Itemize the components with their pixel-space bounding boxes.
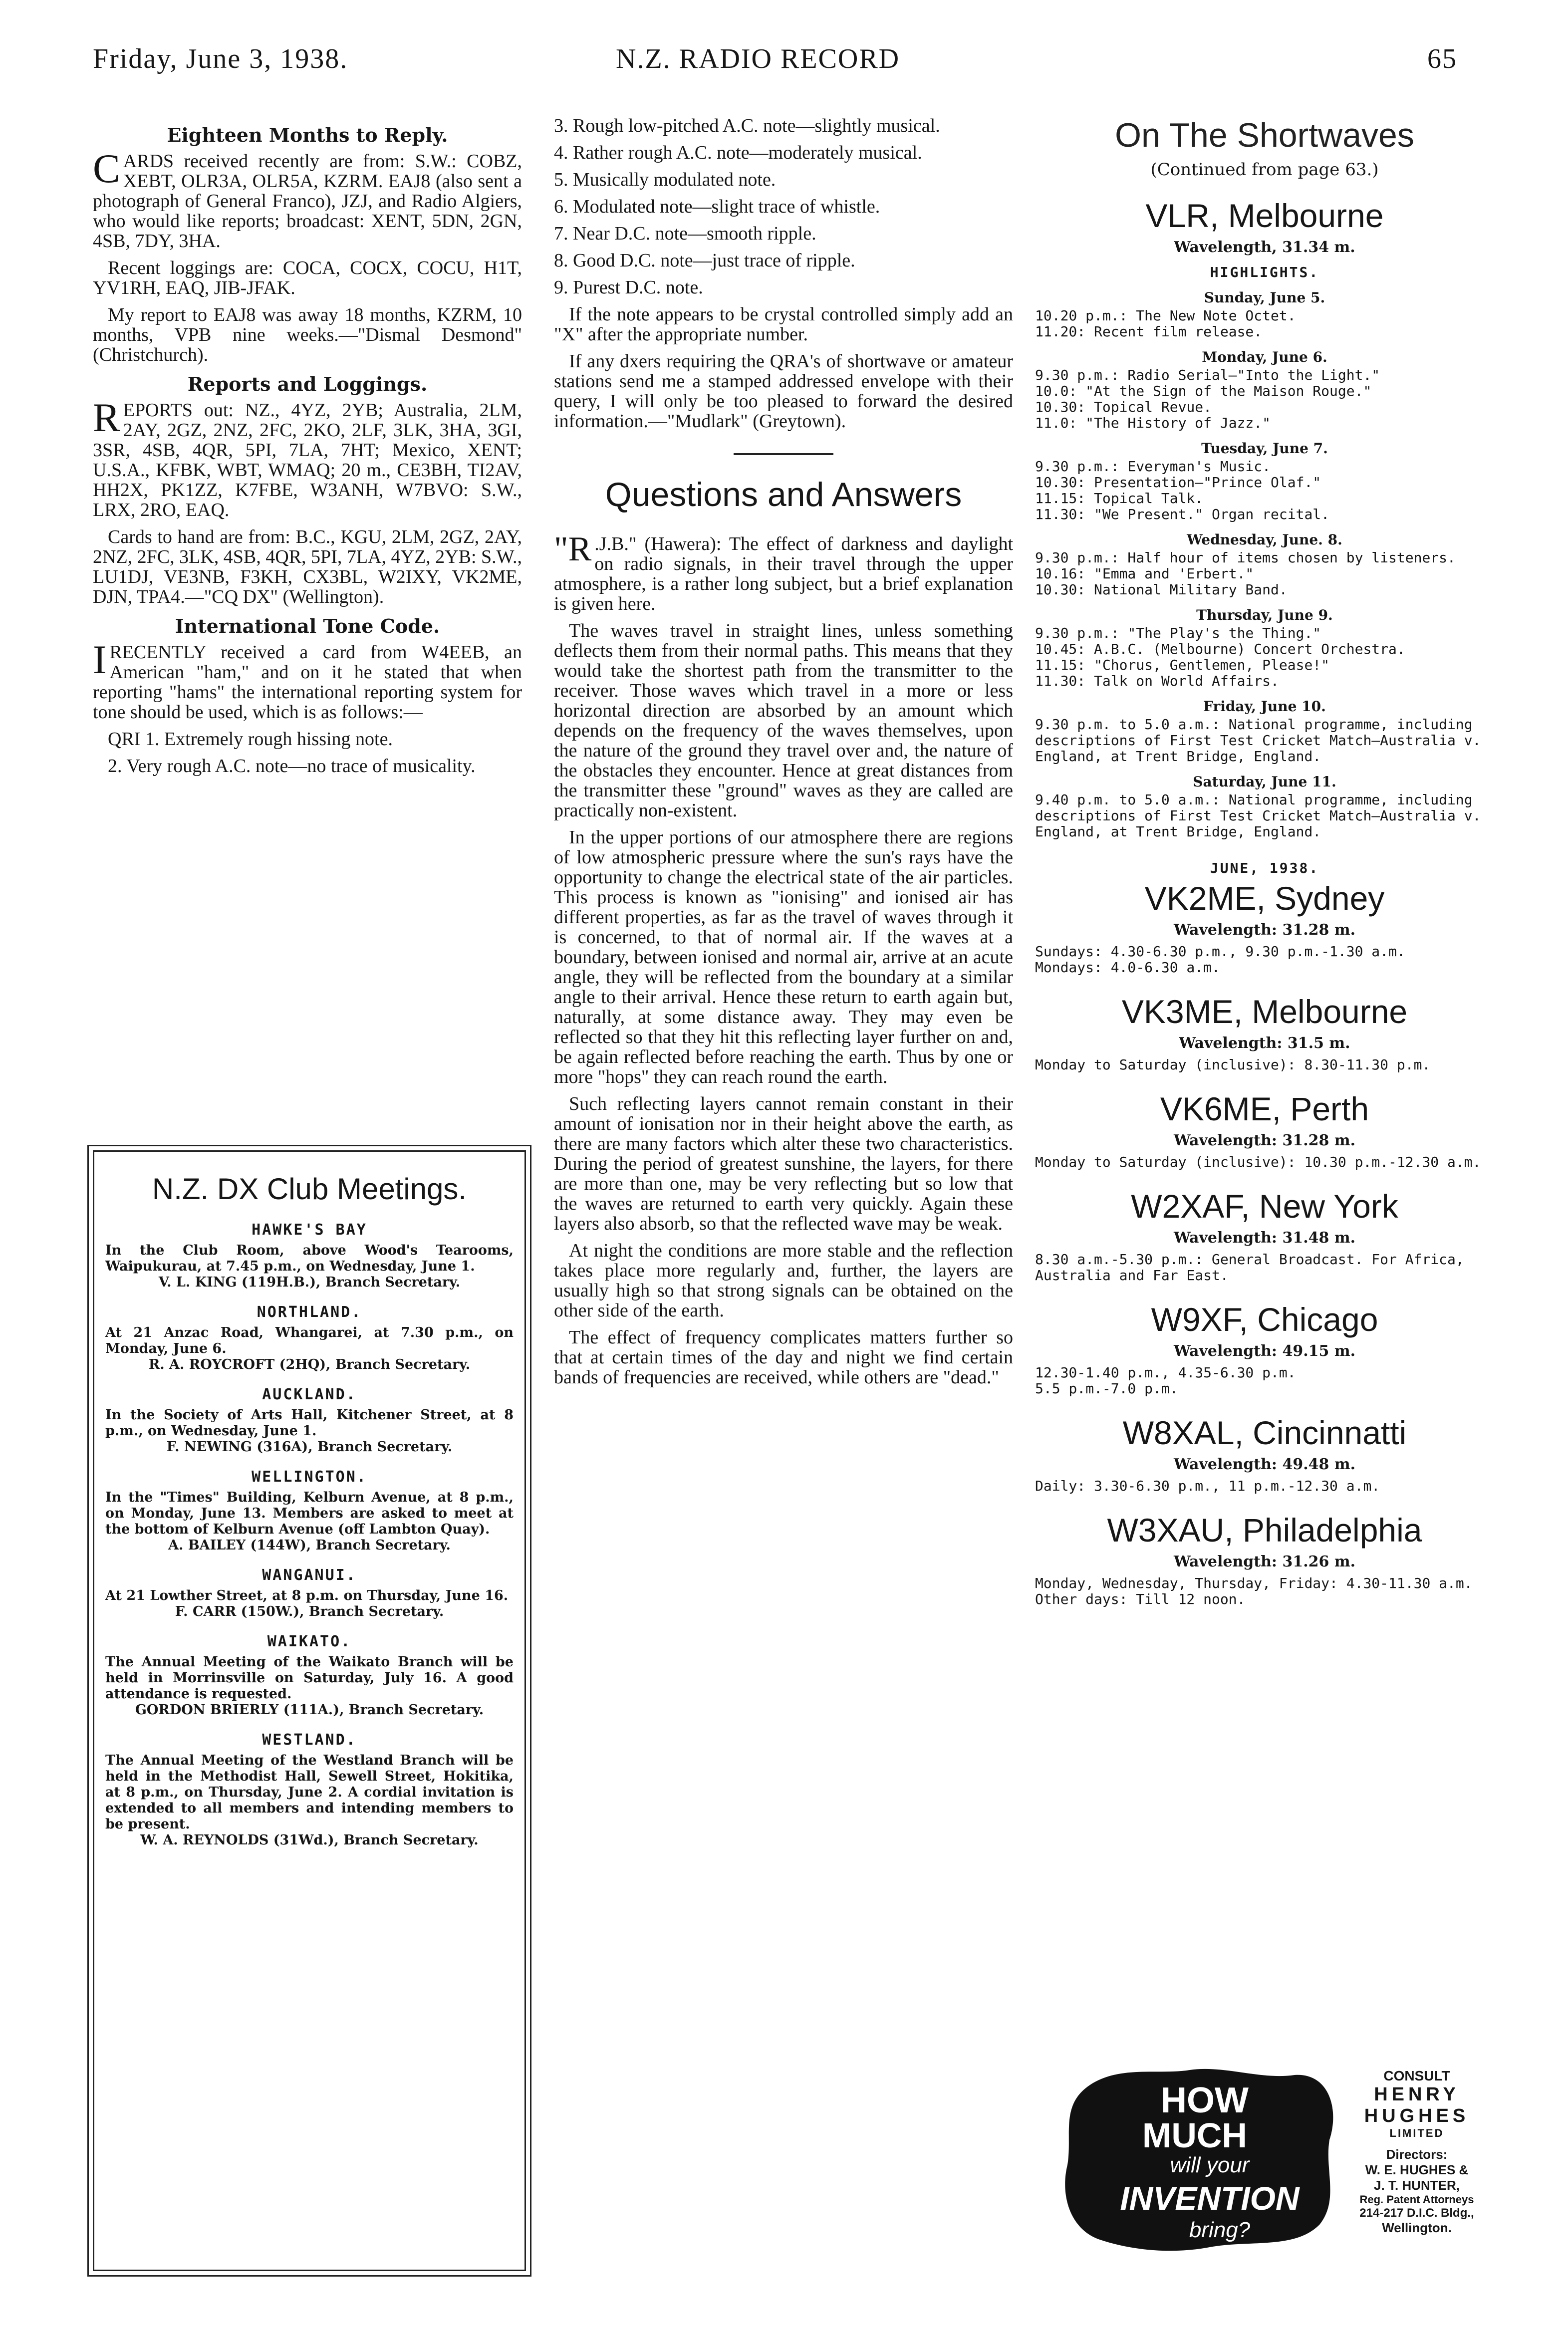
day-heading: Sunday, June 5. [1204, 289, 1325, 306]
ad-director: J. T. HUNTER, [1374, 2178, 1460, 2193]
programme-list: 9.30 p.m.: Radio Serial—"Into the Light." 10.0: "At the Sign of the Maison Rouge." 10.30: Topical Revue. 11.0: "The History of Jazz." [1035, 367, 1380, 431]
ad-company-name: HUGHES [1364, 2105, 1470, 2126]
branch-name: WANGANUI. [262, 1566, 357, 1584]
ad-line: HOW [1161, 2080, 1249, 2120]
paragraph: In the upper portions of our atmosphere there are regions of low atmospheric pressure where the sun's rays have the opportunity to change the electrical state of the air particles. This process is known as "ionising" and ionised air has different properties, as far as the travel of waves through it is concerned, to that of normal air. If the waves at a boundary, between ionised and normal air, arrive at an acute angle, they will be reflected from the boundary at a similar angle to their arrival. Hence these return to earth again but, naturally, at some distance away. They may even be reflected so that they hit this reflecting layer further on and, be again reflected before reaching the earth. Thus by one or more "hops" they can reach round the earth. [554, 827, 1013, 1087]
programme-list: 9.30 p.m.: "The Play's the Thing." 10.45: A.B.C. (Melbourne) Concert Orchestra. 11.15: "Chorus, Gentlemen, Please!" 11.30: Talk on World Affairs. [1035, 625, 1405, 689]
branch-name: WAIKATO. [267, 1633, 352, 1650]
station-name: VK3ME, Melbourne [1121, 993, 1408, 1030]
ad-reg-note: Reg. Patent Attorneys [1359, 2193, 1474, 2206]
station-wavelength: Wavelength: 31.28 m. [1173, 921, 1356, 939]
ad-company-block [1339, 2065, 1494, 2236]
station-wavelength: Wavelength: 49.15 m. [1173, 1342, 1356, 1360]
branch-signature: R. A. ROYCROFT (2HQ), Branch Secretary. [148, 1357, 471, 1372]
station-wavelength: Wavelength: 49.48 m. [1173, 1456, 1356, 1473]
programme-list: 9.30 p.m.: Half hour of items chosen by listeners. 10.16: "Emma and 'Erbert." 10.30: National Military Band. [1035, 549, 1456, 598]
ad-directors-label: Directors: [1386, 2147, 1448, 2162]
section-heading: Reports and Loggings. [187, 373, 428, 395]
day-heading: Saturday, June 11. [1193, 774, 1336, 790]
section-heading: Eighteen Months to Reply. [167, 124, 448, 146]
station-schedule: Monday to Saturday (inclusive): 8.30-11.30 p.m. [1035, 1056, 1431, 1073]
continued-note: (Continued from page 63.) [1150, 160, 1379, 180]
station-name: VK2ME, Sydney [1144, 880, 1385, 917]
tone-code-item: 5. Musically modulated note. [554, 169, 776, 190]
paragraph: Recent loggings are: COCA, COCX, COCU, H1T, YV1RH, EAQ, JIB-JFAK. [93, 258, 522, 298]
column-middle [554, 116, 1013, 1394]
day-heading: Tuesday, June 7. [1201, 440, 1328, 457]
section-heading: International Tone Code. [175, 615, 440, 637]
station-name: W8XAL, Cincinnatti [1122, 1414, 1407, 1451]
paragraph: QRI 1. Extremely rough hissing note. [108, 729, 393, 750]
station-name: VLR, Melbourne [1145, 197, 1384, 234]
questions-answers-heading: Questions and Answers [605, 476, 962, 514]
branch-name: AUCKLAND. [262, 1386, 357, 1403]
paragraph: 2. Very rough A.C. note—no trace of musicality. [108, 756, 476, 777]
station-wavelength: Wavelength: 31.26 m. [1173, 1553, 1356, 1570]
paragraph: The waves travel in straight lines, unless something deflects them from their normal paths. This means that they would take the shortest path from the transmitter to the receiver. Those waves which travel in a more or less horizontal direction are absorbed by an amount which depends on the frequency of the waves themselves, upon the nature of the ground they travel over and, the nature of the obstacles they encounter. Hence at great distances from the transmitter these "ground" waves as they are called are practically non-existent. [554, 620, 1013, 821]
dx-club-meetings-box [93, 1150, 526, 2271]
paragraph: If any dxers requiring the QRA's of shortwave or amateur stations send me a stamped addressed envelope with their query, I will only be too pleased to forward the desired information.—"Mudlark" (Greytown). [554, 351, 1013, 432]
paragraph: "R .J.B." (Hawera): The effect of darkness and daylight on radio signals, in their travel through the upper atmosphere, is a rather long subject, but a brief explanation is given here. [554, 530, 1013, 614]
column-left [93, 116, 522, 783]
paragraph: At night the conditions are more stable and the reflection takes place more regularly and, further, the layers are usually high so that strong signals can be obtained on the other side of the earth. [554, 1240, 1013, 1321]
branch-signature: F. NEWING (316A), Branch Secretary. [166, 1439, 453, 1455]
branch-name: HAWKE'S BAY [252, 1221, 367, 1239]
programme-list: 9.30 p.m.: Everyman's Music. 10.30: Presentation—"Prince Olaf." 11.15: Topical Talk. 11.30: "We Present." Organ recital. [1035, 458, 1330, 522]
tone-code-item: 3. Rough low-pitched A.C. note—slightly musical. [554, 115, 940, 136]
branch-signature: GORDON BRIERLY (111A.), Branch Secretary. [135, 1702, 484, 1718]
branch-text: In the Society of Arts Hall, Kitchener Street, at 8 p.m., on Wednesday, June 1. [105, 1407, 514, 1439]
ad-line: INVENTION [1120, 2180, 1300, 2217]
drop-cap: "R [554, 530, 592, 568]
branch-signature: A. BAILEY (144W), Branch Secretary. [168, 1538, 451, 1553]
branch-signature: F. CARR (150W.), Branch Secretary. [175, 1604, 444, 1619]
ad-line: bring? [1189, 2218, 1251, 2242]
tone-code-item: 7. Near D.C. note—smooth ripple. [554, 223, 816, 244]
paragraph: IRECENTLY received a card from W4EEB, an American "ham," and on it he stated that when reporting "hams" the international reporting system for tone should be used, which is as follows:— [93, 637, 522, 723]
invention-ink-blob-graphic [1060, 2065, 1339, 2255]
day-heading: Wednesday, June. 8. [1187, 531, 1342, 548]
station-wavelength: Wavelength: 31.48 m. [1173, 1229, 1356, 1247]
ad-line: MUCH [1142, 2116, 1247, 2155]
ad-city: Wellington. [1382, 2220, 1452, 2235]
drop-cap: C [93, 146, 120, 191]
paragraph: Cards to hand are from: B.C., KGU, 2LM, 2GZ, 2AY, 2NZ, 2FC, 3LK, 4SB, 4QR, 5PI, 7LA, 4YZ, 2YB: S.W., LU1DJ, VE3NB, F3KH, CX3BL, W2IXY, VK2ME, DJN, TPA4.—"CQ DX" (Wellington). [93, 526, 523, 607]
station-wavelength: Wavelength, 31.34 m. [1174, 239, 1355, 256]
programme-list: 9.40 p.m. to 5.0 a.m.: National programme, including descriptions of First Test Cricket Match—Australia v. England, at Trent Bridge, England. [1035, 791, 1490, 840]
column-right [1035, 116, 1494, 1607]
branch-text: The Annual Meeting of the Westland Branch will be held in the Methodist Hall, Sewell Street, Hokitika, at 8 p.m., on Thursday, June 2. A cordial invitation is extended to all members and intending members to be present. [105, 1753, 514, 1832]
paragraph: Such reflecting layers cannot remain constant in their amount of ionisation nor in their height above the earth, as there are many factors which alter these two characteristics. During the period of greatest sunshine, the layers, for there are more than one, may be very reflecting but so low that the waves are returned to earth very quickly. Again these layers also absorb, so that the reflected wave may be weak. [554, 1093, 1013, 1234]
highlights-heading: HIGHLIGHTS. [1210, 264, 1319, 280]
day-heading: Monday, June 6. [1202, 349, 1327, 365]
branch-text: In the "Times" Building, Kelburn Avenue, at 8 p.m., on Monday, June 13. Members are asked to meet at the bottom of Kelburn Avenue (off Lambton Quay). [105, 1490, 514, 1537]
station-schedule: Daily: 3.30-6.30 p.m., 11 p.m.-12.30 a.m. [1035, 1478, 1380, 1494]
box-title: N.Z. DX Club Meetings. [152, 1172, 467, 1206]
paragraph: The effect of frequency complicates matters further so that at certain times of the day and night we find certain bands of frequencies are received, while others are "dead." [554, 1327, 1013, 1388]
tone-code-item: 6. Modulated note—slight trace of whistle. [554, 196, 880, 217]
branch-text: At 21 Lowther Street, at 8 p.m. on Thursday, June 16. [105, 1588, 509, 1603]
station-wavelength: Wavelength: 31.5 m. [1179, 1035, 1350, 1052]
branch-signature: V. L. KING (119H.B.), Branch Secretary. [158, 1275, 461, 1290]
station-schedule: Monday to Saturday (inclusive): 10.30 p.m.-12.30 a.m. [1035, 1154, 1481, 1170]
tone-code-item: 9. Purest D.C. note. [554, 277, 703, 298]
station-name: W3XAU, Philadelphia [1107, 1512, 1422, 1549]
branch-text: The Annual Meeting of the Waikato Branch will be held in Morrinsville on Saturday, July 16. A good attendance is requested. [105, 1654, 514, 1702]
station-name: W9XF, Chicago [1151, 1301, 1378, 1338]
ad-company-name: HENRY [1374, 2084, 1460, 2105]
branch-name: WELLINGTON. [252, 1468, 367, 1486]
station-schedule: Sundays: 4.30-6.30 p.m., 9.30 p.m.-1.30 a.m. Mondays: 4.0-6.30 a.m. [1035, 943, 1405, 976]
paragraph: REPORTS out: NZ., 4YZ, 2YB; Australia, 2LM, 2AY, 2GZ, 2NZ, 2FC, 2KO, 2LF, 3LK, 3HA, 3GI, 3SR, 4SB, 4QR, 5PI, 7LA, 7HT; Mexico, XENT; U.S.A., KFBK, WBT, WMAQ; 20 m., CE3BH, TI2AV, HH2X, PK1ZZ, K7FBE, W3ANH, W7BVO: S.W., LRX, 2RO, EAQ. [93, 395, 522, 520]
shortwaves-heading: On The Shortwaves [1115, 116, 1414, 154]
day-heading: Thursday, June 9. [1196, 607, 1333, 623]
paragraph: My report to EAJ8 was away 18 months, KZRM, 10 months, VPB nine weeks.—"Dismal Desmond" (Christchurch). [93, 304, 522, 365]
paragraph: If the note appears to be crystal controlled simply add an "X" after the appropriate number. [554, 304, 1013, 345]
tone-code-item: 4. Rather rough A.C. note—moderately musical. [554, 142, 922, 163]
patent-advertisement [1060, 2065, 1494, 2255]
drop-cap: R [93, 395, 120, 440]
programme-list: 9.30 p.m. to 5.0 a.m.: National programme, including descriptions of First Test Cricket Match—Australia v. England, at Trent Bridge, England. [1035, 716, 1490, 765]
ad-limited: LIMITED [1389, 2127, 1444, 2139]
station-name: VK6ME, Perth [1160, 1090, 1369, 1127]
publication-title: N.Z. RADIO RECORD [616, 43, 900, 74]
day-heading: Friday, June 10. [1203, 698, 1326, 715]
branch-name: WESTLAND. [262, 1731, 357, 1749]
programme-list: 10.20 p.m.: The New Note Octet. 11.20: Recent film release. [1035, 307, 1296, 340]
branch-name: NORTHLAND. [257, 1303, 362, 1321]
branch-text: In the Club Room, above Wood's Tearooms, Waipukurau, at 7.45 p.m., on Wednesday, June 1. [105, 1243, 514, 1274]
ad-address: 214-217 D.I.C. Bldg., [1359, 2206, 1474, 2220]
ad-director: W. E. HUGHES & [1365, 2162, 1469, 2177]
issue-date: Friday, June 3, 1938. [93, 43, 348, 74]
station-schedule: 12.30-1.40 p.m., 4.35-6.30 p.m. 5.5 p.m.-7.0 p.m. [1035, 1364, 1296, 1397]
tone-code-item: 8. Good D.C. note—just trace of ripple. [554, 250, 855, 271]
ad-consult: CONSULT [1383, 2068, 1450, 2083]
station-schedule: Monday, Wednesday, Thursday, Friday: 4.30-11.30 a.m. Other days: Till 12 noon. [1035, 1575, 1473, 1607]
branch-signature: W. A. REYNOLDS (31Wd.), Branch Secretary. [140, 1832, 479, 1848]
station-name: W2XAF, New York [1131, 1188, 1398, 1225]
paragraph: CARDS received recently are from: S.W.: COBZ, XEBT, OLR3A, OLR5A, KZRM. EAJ8 (also sent a photograph of General Franco), JZJ, and Radio Algiers, who would like reports; broadcast: XENT, 5DN, 2GN, 4SB, 7DY, 3HA. [93, 146, 522, 252]
ad-line: will your [1170, 2153, 1250, 2177]
branch-text: At 21 Anzac Road, Whangarei, at 7.30 p.m., on Monday, June 6. [105, 1325, 514, 1356]
month-heading: JUNE, 1938. [1210, 860, 1319, 876]
drop-cap: I [93, 637, 107, 682]
divider [734, 453, 833, 455]
page-number: 65 [1427, 43, 1457, 74]
station-schedule: 8.30 a.m.-5.30 p.m.: General Broadcast. For Africa, Australia and Far East. [1035, 1251, 1473, 1284]
station-wavelength: Wavelength: 31.28 m. [1173, 1132, 1356, 1149]
